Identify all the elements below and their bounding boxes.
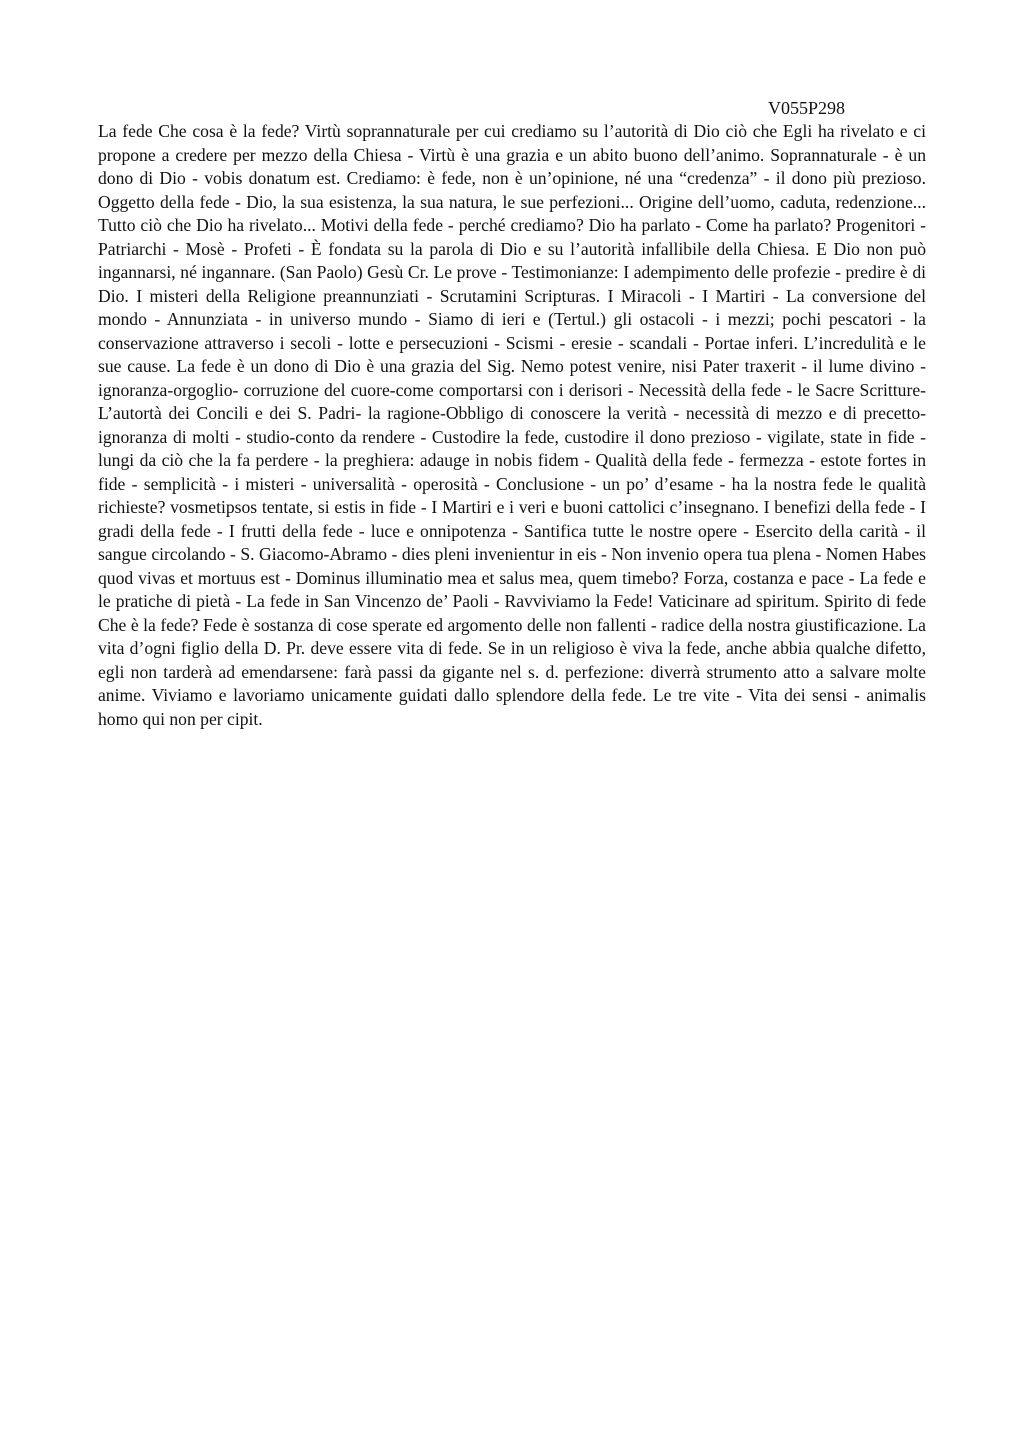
page-identifier: V055P298 (768, 98, 846, 118)
body-paragraph: La fede Che cosa è la fede? Virtù soprannaturale per cui crediamo su l’autorità di Dio ciò che Egli ha rivelato e ci propone a credere per mezzo della Chiesa - Virtù è una grazia e un abito buono dell’animo. Soprannaturale - è un dono di Dio - vobis donatum est. Crediamo: è fede, non è un’opinione, né una “credenza” - il dono più prezioso. Oggetto della fede - Dio, la sua esistenza, la sua natura, le sue perfezioni... Origine dell’uomo, caduta, redenzione... Tutto ciò che Dio ha rivelato... Motivi della fede - perché crediamo? Dio ha parlato - Come ha parlato? Progenitori - Patriarchi - Mosè - Profeti - È fondata su la parola di Dio e su l’autorità infallibile della Chiesa. E Dio non può ingannarsi, né ingannare. (San Paolo) Gesù Cr. Le prove - Testimonianze: I adempimento delle profezie - predire è di Dio. I misteri della Religione preannunziati - Scrutamini Scripturas. I Miracoli - I Martiri - La conversione del mondo - Annunziata - in universo mundo - Siamo di ieri e (Tertul.) gli ostacoli - i mezzi; pochi pescatori - la conservazione attraverso i secoli - lotte e persecuzioni - Scismi - eresie - scandali - Portae inferi. L’incredulità e le sue cause. La fede è un dono di Dio è una grazia del Sig. Nemo potest venire, nisi Pater traxerit - il lume divino - ignoranza-orgoglio- corruzione del cuore-come comportarsi con i derisori - Necessità della fede - le Sacre Scritture-L’autortà dei Concili e dei S. Padri- la ragione-Obbligo di conoscere la verità - necessità di mezzo e di precetto-ignoranza di molti - studio-conto da rendere - Custodire la fede, custodire il dono prezioso - vigilate, state in fide - lungi da ciò che la fa perdere - la preghiera: adauge in nobis fidem - Qualità della fede - fermezza - estote fortes in fide - semplicità - i misteri - universalità - operosità - Conclusione - un po’ d’esame - ha la nostra fede le qualità richieste? vosmetipsos tentate, si estis in fide - I Martiri e i veri e buoni cattolici c’insegnano. I benefizi della fede - I gradi della fede - I frutti della fede - luce e onnipotenza - Santifica tutte le nostre opere - Esercito della carità - il sangue circolando - S. Giacomo-Abramo - dies pleni invenientur in eis - Non invenio opera tua plena - Nomen Habes quod vivas et mortuus est - Dominus illuminatio mea et salus mea, quem timebo? Forza, costanza e pace - La fede e le pratiche di pietà - La fede in San Vincenzo de’ Paoli - Ravviviamo la Fede! Vaticinare ad spiritum. Spirito di fede Che è la fede? Fede è sostanza di cose sperate ed argomento delle non fallenti - radice della nostra giustificazione. La vita d’ogni figlio della D. Pr. deve essere vita di fede. Se in un religioso è viva la fede, anche abbia qualche difetto, egli non tarderà ad emendarsene: farà passi da gigante nel s. d. perfezione: diverrà strumento atto a salvare molte anime. Viviamo e lavoriamo unicamente guidati dallo splendore della fede. Le tre vite - Vita dei sensi - animalis homo qui non per cipit. (98, 121, 926, 729)
